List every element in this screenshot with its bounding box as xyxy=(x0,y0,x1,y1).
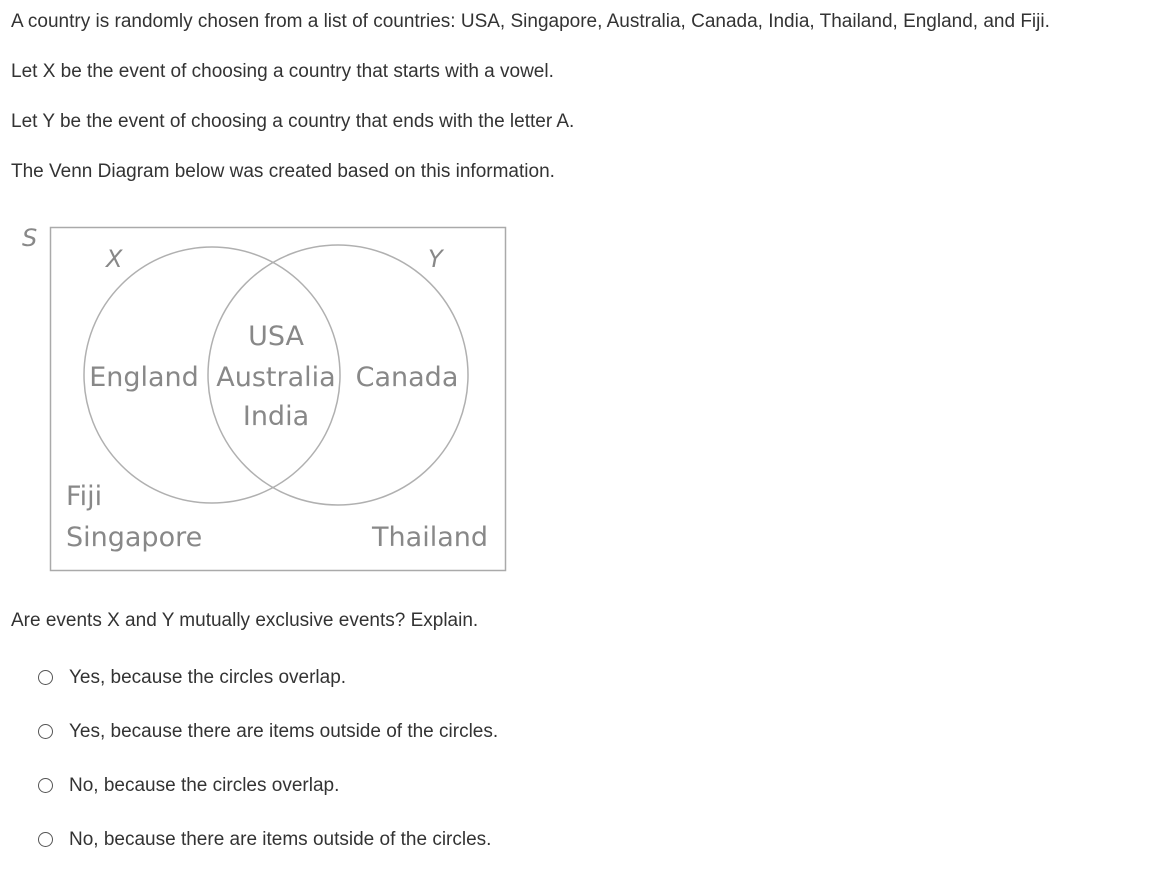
answer-option-label: Yes, because the circles overlap. xyxy=(69,666,347,688)
region-both-item: India xyxy=(242,401,310,432)
answer-option-3[interactable] xyxy=(38,772,498,799)
region-both-item: Australia xyxy=(216,362,336,393)
radio-button[interactable] xyxy=(38,832,53,847)
answer-option-label: No, because the circles overlap. xyxy=(69,774,340,796)
radio-button[interactable] xyxy=(38,778,53,793)
answer-option-label: Yes, because there are items outside of the circles. xyxy=(69,720,499,742)
intro-sentence-2: Let X be the event of choosing a country that starts with a vowel. xyxy=(11,61,554,82)
outside-item: Fiji xyxy=(66,481,103,512)
outside-item: Singapore xyxy=(66,522,203,553)
answer-option-2[interactable] xyxy=(38,718,498,745)
set-x-label: X xyxy=(106,245,123,273)
intro-sentence-3: Let Y be the event of choosing a country that ends with the letter A. xyxy=(11,111,575,132)
universe-rectangle xyxy=(51,228,506,571)
answer-option-label: No, because there are items outside of the circles. xyxy=(69,828,492,850)
radio-button[interactable] xyxy=(38,670,53,685)
region-x-only-item: England xyxy=(89,362,199,393)
radio-button[interactable] xyxy=(38,724,53,739)
universe-label: S xyxy=(22,224,38,252)
answer-option-1[interactable] xyxy=(38,664,498,691)
outside-item: Thailand xyxy=(372,522,488,553)
answer-choices xyxy=(38,664,498,880)
intro-sentence-4: The Venn Diagram below was created based on this information. xyxy=(11,161,555,182)
region-both-item: USA xyxy=(248,321,304,352)
region-y-only-item: Canada xyxy=(355,362,459,393)
answer-option-4[interactable] xyxy=(38,826,498,853)
intro-sentence-1: A country is randomly chosen from a list of countries: USA, Singapore, Australia, Canada, India, Thailand, England, and Fiji. xyxy=(11,11,1050,32)
question-text: Are events X and Y mutually exclusive events? Explain. xyxy=(11,610,479,631)
set-y-label: Y xyxy=(428,245,443,273)
venn-diagram xyxy=(0,210,520,585)
